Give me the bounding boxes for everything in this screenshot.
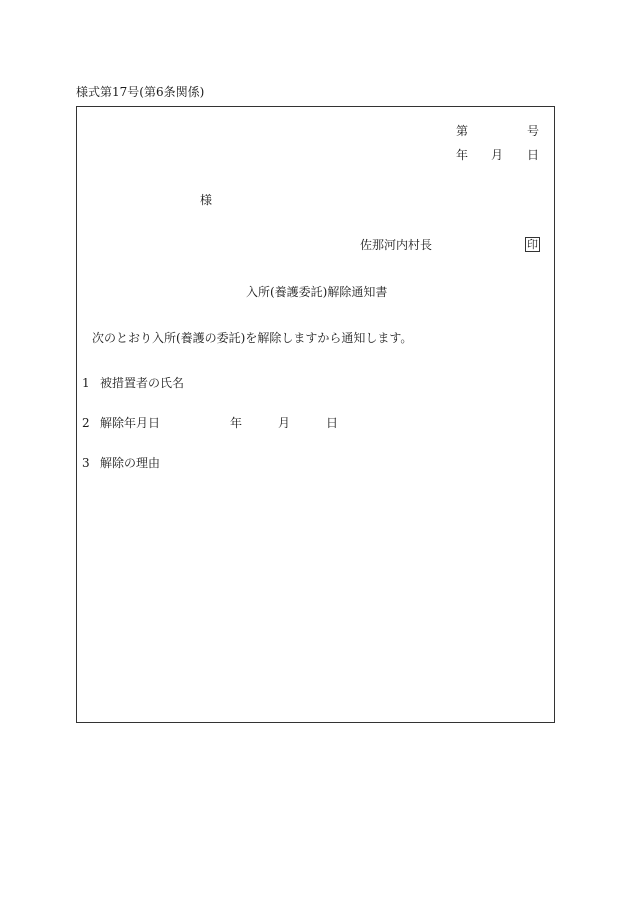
item-2-number: 2 [82, 416, 90, 430]
document-title: 入所(養護委託)解除通知書 [246, 285, 388, 299]
body-text: 次のとおり入所(養護の委託)を解除しますから通知します。 [92, 331, 413, 345]
issuer-name: 佐那河内村長 [360, 238, 433, 252]
date-month-label: 月 [491, 148, 504, 162]
number-prefix: 第 [456, 124, 469, 138]
addressee-honorific: 様 [200, 193, 213, 207]
date-day-label: 日 [527, 148, 540, 162]
date-year-label: 年 [456, 148, 469, 162]
item-2-label: 解除年月日 [100, 416, 161, 430]
form-number: 様式第17号(第6条関係) [76, 85, 205, 99]
form-frame [76, 106, 555, 723]
number-suffix: 号 [527, 124, 540, 138]
item-2-year-label: 年 [230, 416, 243, 430]
item-1-label: 被措置者の氏名 [100, 376, 185, 390]
item-3-label: 解除の理由 [100, 456, 161, 470]
item-3-number: 3 [82, 456, 90, 470]
item-2-day-label: 日 [326, 416, 339, 430]
item-1-number: 1 [82, 376, 90, 390]
seal-mark: 印 [527, 238, 538, 251]
item-2-month-label: 月 [278, 416, 291, 430]
